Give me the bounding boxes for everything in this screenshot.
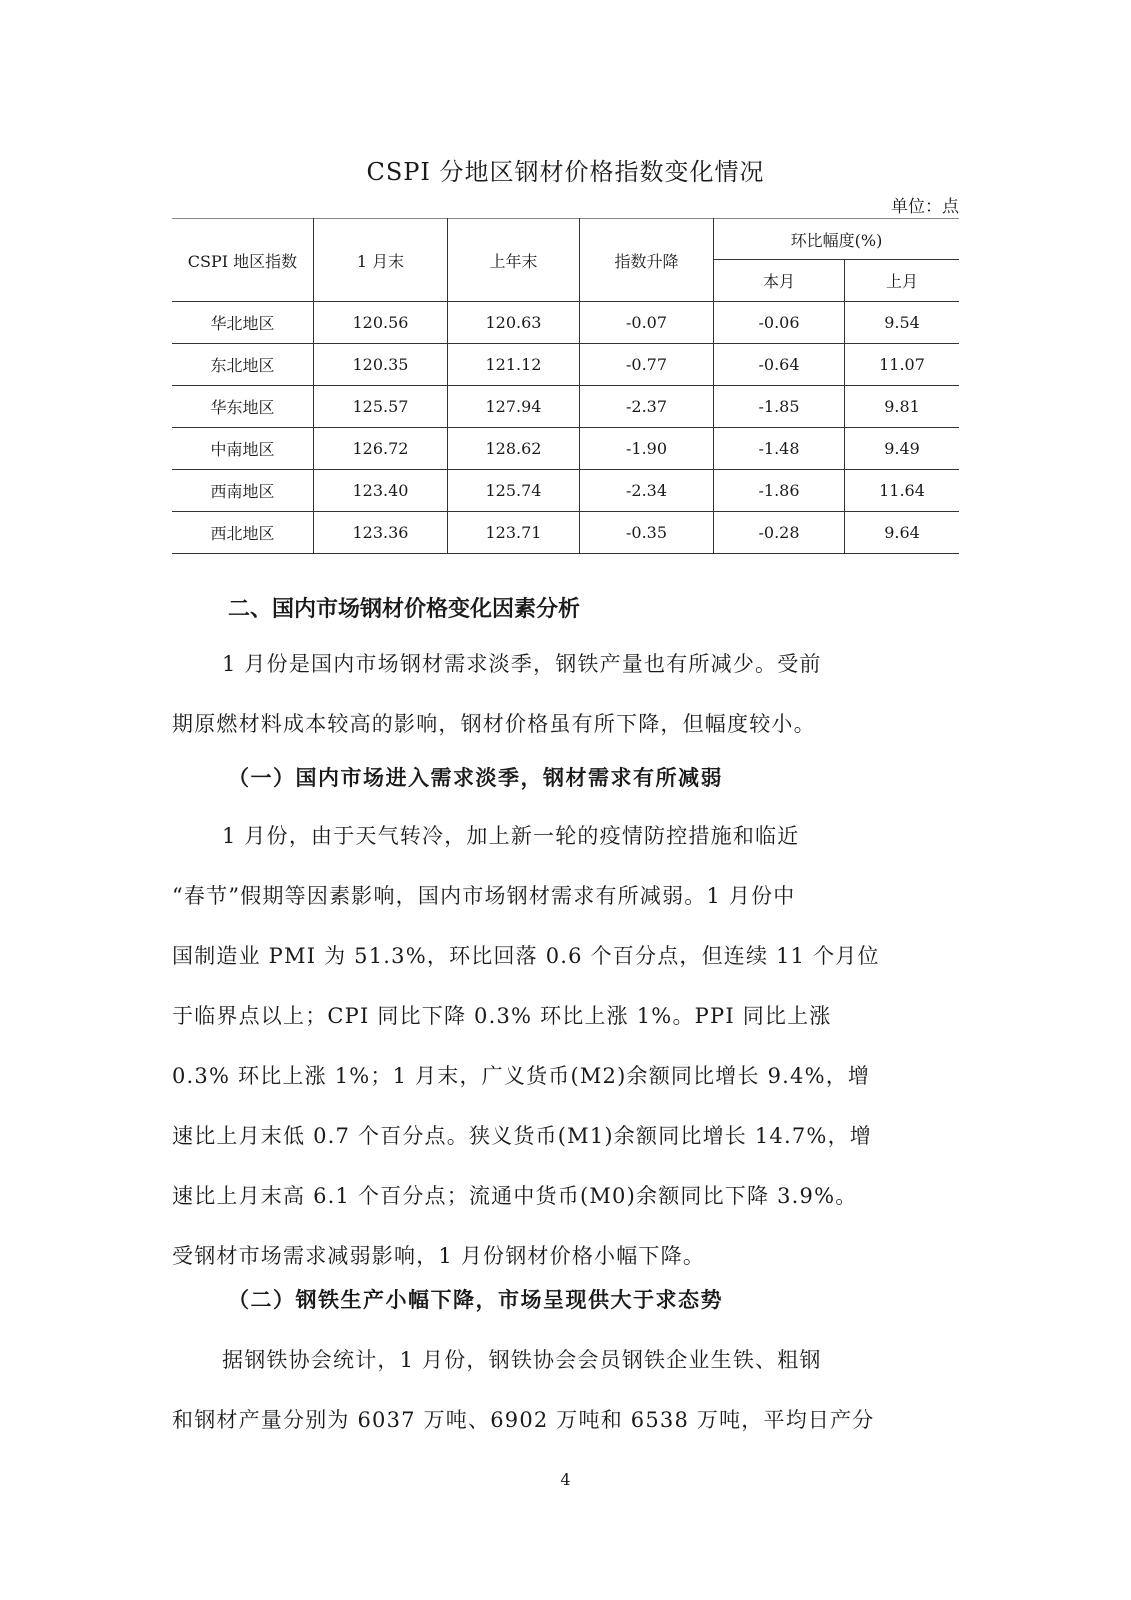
- section-heading: 二、国内市场钢材价格变化因素分析: [228, 597, 581, 622]
- paragraph-1: [172, 806, 959, 1286]
- text-line: 于临界点以上；CPI 同比下降 0.3% 环比上涨 1%。PPI 同比上涨: [172, 1004, 832, 1028]
- cell-this-month: -0.28: [714, 512, 845, 554]
- text-line: “春节”假期等因素影响，国内市场钢材需求有所减弱。1 月份中: [172, 884, 796, 908]
- cell-last-month: 9.64: [845, 512, 960, 554]
- cell-last-year-end: 128.62: [448, 428, 580, 470]
- cell-this-month: -1.48: [714, 428, 845, 470]
- subsection-heading-2: （二）钢铁生产小幅下降，市场呈现供大于求态势: [228, 1287, 723, 1312]
- cell-change: -0.77: [580, 344, 714, 386]
- cspi-region-table: [172, 218, 959, 554]
- cell-region: 西南地区: [172, 470, 314, 512]
- table-row: [172, 470, 959, 512]
- cell-region: 华北地区: [172, 302, 314, 344]
- text-line: 1 月份是国内市场钢材需求淡季，钢铁产量也有所减少。受前: [222, 652, 822, 676]
- cell-change: -2.37: [580, 386, 714, 428]
- cell-last-month: 9.81: [845, 386, 960, 428]
- text-line: 1 月份，由于天气转冷，加上新一轮的疫情防控措施和临近: [222, 824, 800, 848]
- intro-paragraph: [172, 634, 959, 754]
- header-last-month: 上月: [845, 260, 960, 302]
- table-row: [172, 428, 959, 470]
- cell-change: -0.07: [580, 302, 714, 344]
- header-jan-end: 1 月末: [314, 219, 448, 302]
- cell-region: 华东地区: [172, 386, 314, 428]
- cell-last-year-end: 120.63: [448, 302, 580, 344]
- table-title: CSPI 分地区钢材价格指数变化情况: [366, 158, 765, 186]
- header-change: 指数升降: [580, 219, 714, 302]
- cell-jan-end: 120.56: [314, 302, 448, 344]
- header-this-month: 本月: [714, 260, 845, 302]
- text-line: 速比上月末高 6.1 个百分点；流通中货币(M0)余额同比下降 3.9%。: [172, 1184, 858, 1208]
- table-row: [172, 302, 959, 344]
- subsection-heading-1: （一）国内市场进入需求淡季，钢材需求有所减弱: [228, 765, 723, 790]
- cell-jan-end: 125.57: [314, 386, 448, 428]
- cell-last-month: 9.49: [845, 428, 960, 470]
- cell-change: -1.90: [580, 428, 714, 470]
- cell-jan-end: 120.35: [314, 344, 448, 386]
- header-region: CSPI 地区指数: [172, 219, 314, 302]
- table-unit: 单位：点: [891, 197, 959, 217]
- cell-last-month: 9.54: [845, 302, 960, 344]
- table-header-row: [172, 219, 959, 260]
- cell-jan-end: 126.72: [314, 428, 448, 470]
- cell-region: 西北地区: [172, 512, 314, 554]
- text-line: 速比上月末低 0.7 个百分点。狭义货币(M1)余额同比增长 14.7%，增: [172, 1124, 872, 1148]
- table-row: [172, 344, 959, 386]
- cell-last-year-end: 127.94: [448, 386, 580, 428]
- paragraph-2: [172, 1330, 959, 1450]
- text-line: 国制造业 PMI 为 51.3%，环比回落 0.6 个百分点，但连续 11 个月位: [172, 944, 880, 968]
- cell-this-month: -1.86: [714, 470, 845, 512]
- cell-last-year-end: 123.71: [448, 512, 580, 554]
- text-line: 期原燃材料成本较高的影响，钢材价格虽有所下降，但幅度较小。: [172, 712, 816, 736]
- cell-this-month: -0.64: [714, 344, 845, 386]
- text-line: 0.3% 环比上涨 1%；1 月末，广义货币(M2)余额同比增长 9.4%，增: [172, 1064, 871, 1088]
- header-last-year-end: 上年末: [448, 219, 580, 302]
- text-line: 受钢材市场需求减弱影响，1 月份钢材价格小幅下降。: [172, 1244, 706, 1268]
- cell-last-month: 11.07: [845, 344, 960, 386]
- cell-this-month: -0.06: [714, 302, 845, 344]
- header-mom-group: 环比幅度(%): [714, 219, 960, 260]
- cell-region: 中南地区: [172, 428, 314, 470]
- cell-change: -0.35: [580, 512, 714, 554]
- cell-this-month: -1.85: [714, 386, 845, 428]
- text-line: 据钢铁协会统计，1 月份，钢铁协会会员钢铁企业生铁、粗钢: [222, 1348, 822, 1372]
- cell-jan-end: 123.36: [314, 512, 448, 554]
- cell-change: -2.34: [580, 470, 714, 512]
- text-line: 和钢材产量分别为 6037 万吨、6902 万吨和 6538 万吨，平均日产分: [172, 1408, 875, 1432]
- page-number: 4: [560, 1470, 571, 1489]
- cell-last-year-end: 121.12: [448, 344, 580, 386]
- cell-last-year-end: 125.74: [448, 470, 580, 512]
- cell-region: 东北地区: [172, 344, 314, 386]
- cell-last-month: 11.64: [845, 470, 960, 512]
- table-row: [172, 386, 959, 428]
- table-row: [172, 512, 959, 554]
- cell-jan-end: 123.40: [314, 470, 448, 512]
